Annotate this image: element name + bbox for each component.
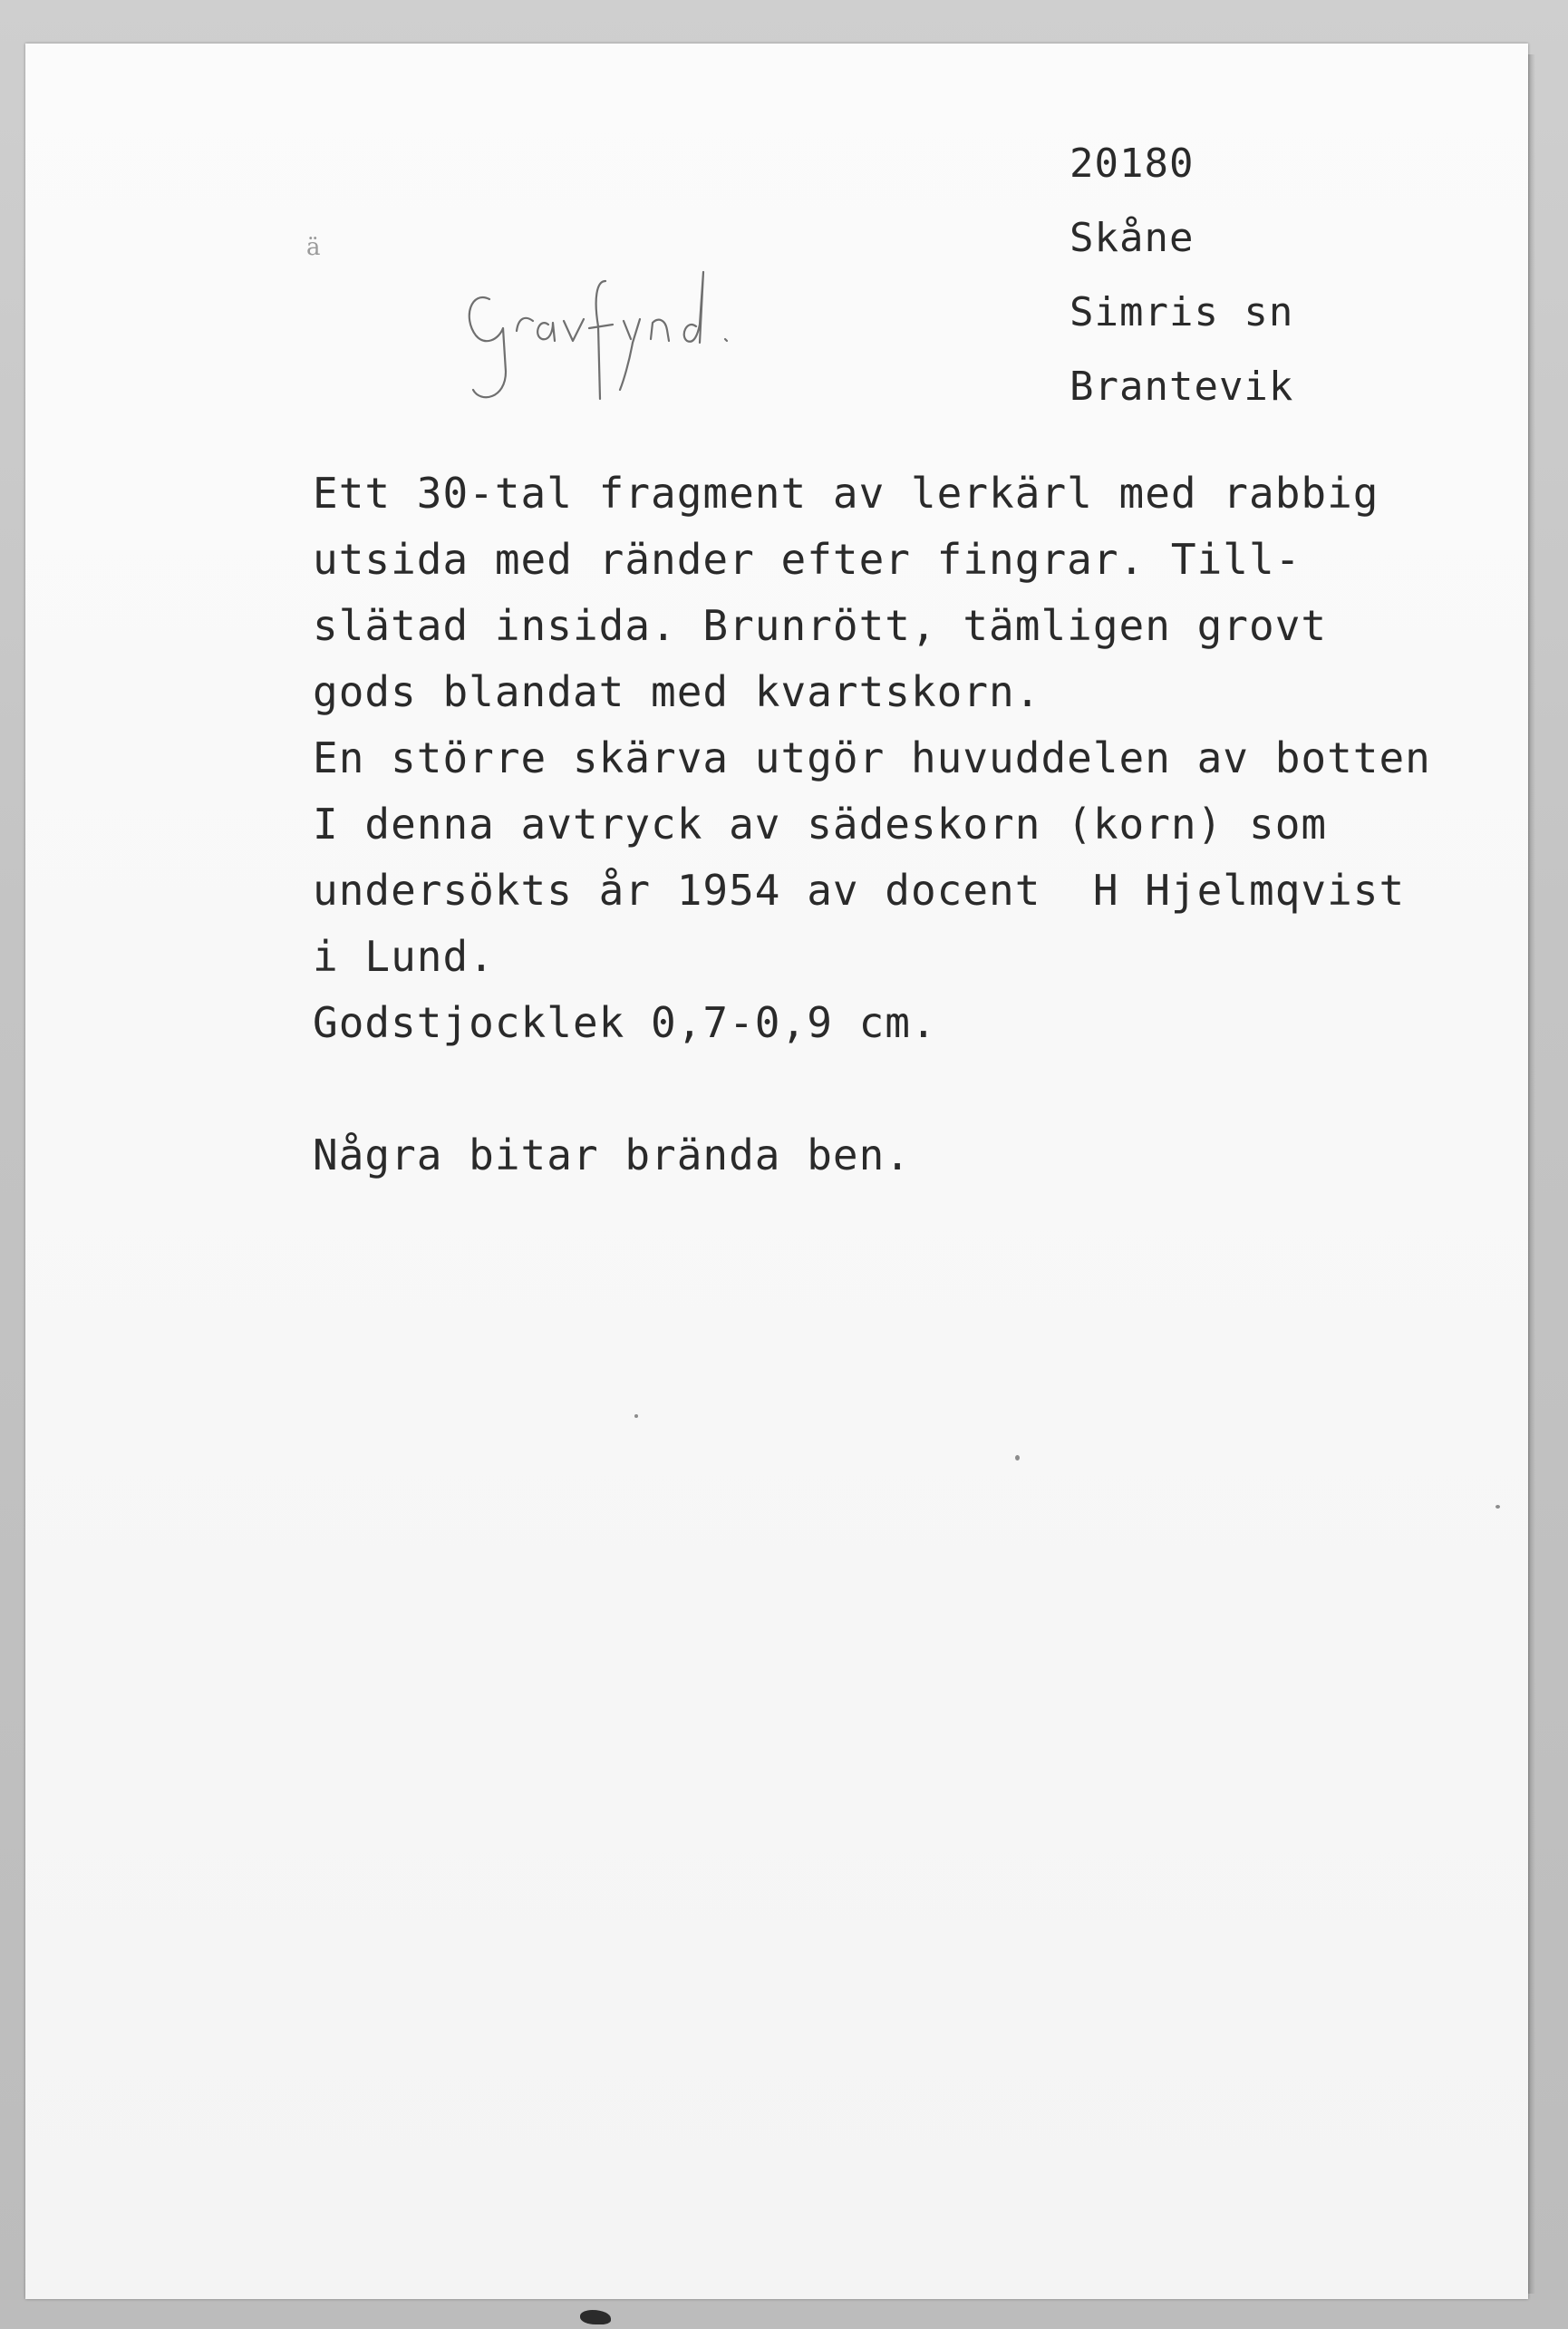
scan-speck bbox=[1015, 1455, 1020, 1460]
scan-speck bbox=[634, 1414, 638, 1418]
description-line: undersökts år 1954 av docent H Hjelmqvist bbox=[313, 866, 1406, 915]
catalog-header bbox=[1070, 127, 1293, 424]
description-text bbox=[313, 461, 1431, 1189]
province: Skåne bbox=[1070, 215, 1195, 261]
locality: Brantevik bbox=[1070, 364, 1294, 410]
description-line: gods blandat med kvartskorn. bbox=[313, 667, 1041, 716]
blank-line bbox=[313, 1056, 1431, 1122]
scan-speck bbox=[1495, 1505, 1500, 1509]
description-line: En större skärva utgör huvuddelen av botten bbox=[313, 733, 1431, 782]
margin-mark: ä bbox=[306, 234, 321, 261]
description-line: i Lund. bbox=[313, 932, 495, 981]
description-line: Ett 30-tal fragment av lerkärl med rabbig bbox=[313, 469, 1379, 518]
handwritten-note-gravfynd bbox=[453, 245, 870, 426]
closing-line: Några bitar brända ben. bbox=[313, 1131, 911, 1179]
description-line: I denna avtryck av sädeskorn (korn) som bbox=[313, 800, 1328, 849]
description-line: slätad insida. Brunrött, tämligen grovt bbox=[313, 601, 1328, 650]
description-line: utsida med ränder efter fingrar. Till- bbox=[313, 535, 1302, 584]
catalog-number: 20180 bbox=[1070, 141, 1195, 187]
parish: Simris sn bbox=[1070, 289, 1294, 335]
description-line: Godstjocklek 0,7-0,9 cm. bbox=[313, 998, 937, 1047]
scan-blemish bbox=[580, 2310, 611, 2324]
